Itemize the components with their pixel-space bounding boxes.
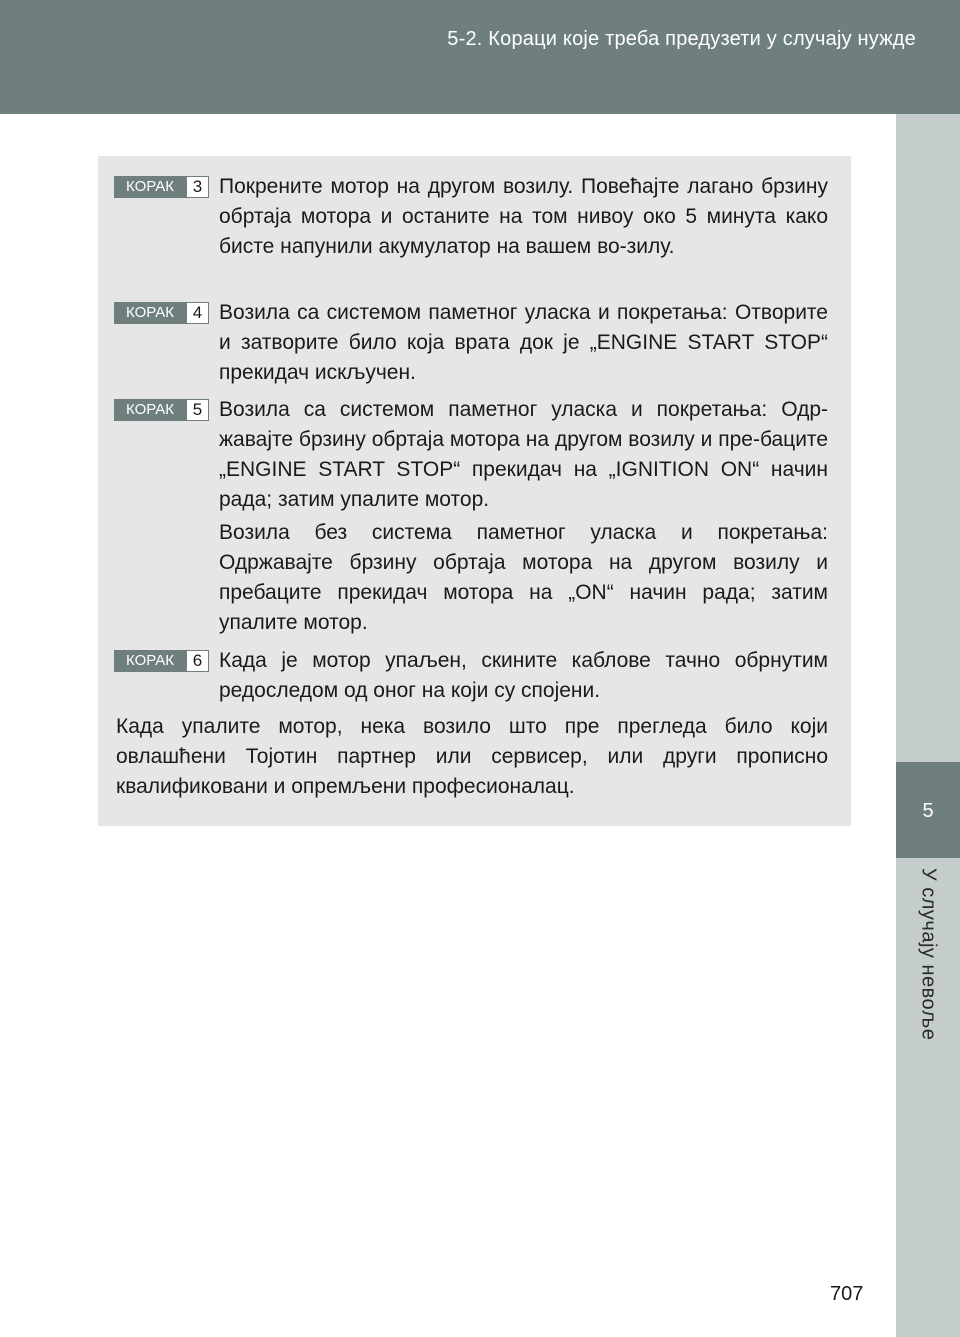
step-badge-3 [114, 176, 209, 198]
step-badge-5 [114, 399, 209, 421]
step-5-extra-text: Возила без система паметног уласка и покретања: Одржавајте брзину обртаја мотора на другом возилу и пребаците прекидач мотора на „ON“ начин рада; затим упалите мотор. [219, 521, 828, 634]
step-label: КОРАК [114, 176, 186, 198]
chapter-label-text: У случају невоље [917, 868, 940, 1041]
page-number: 707 [830, 1283, 864, 1305]
page-header [0, 0, 960, 114]
step-number: 6 [186, 650, 209, 672]
step-badge-6 [114, 650, 209, 672]
content-panel [98, 156, 851, 826]
step-3-text: Покрените мотор на другом возилу. Повећајте лагано брзину обртаја мотора и останите на том нивоу око 5 минута како бисте напунили акумулатор на вашем во-зилу. [219, 175, 828, 258]
step-6-text: Када је мотор упаљен, скините каблове тачно обрнутим редоследом од оног на који су спојени. [219, 649, 828, 702]
step-number: 5 [186, 399, 209, 421]
chapter-label [896, 868, 960, 1068]
chapter-number: 5 [922, 800, 934, 822]
step-5-text: Возила са системом паметног уласка и покретања: Одр-жавајте брзину обртаја мотора на другом возилу и пре-баците „ENGINE START STOP“ прекидач на „IGNITION ON“ начин рада; затим упалите мотор. [219, 398, 828, 511]
step-number: 3 [186, 176, 209, 198]
chapter-side-tab [896, 114, 960, 1337]
step-label: КОРАК [114, 650, 186, 672]
step-number: 4 [186, 302, 209, 324]
step-badge-4 [114, 302, 209, 324]
step-4-text: Возила са системом паметног уласка и покретања: Отворите и затворите било која врата док је „ENGINE START STOP“ прекидач искључен. [219, 301, 828, 384]
step-label: КОРАК [114, 399, 186, 421]
section-title: 5-2. Кораци које треба предузети у случају нужде [447, 28, 916, 50]
closing-note: Када упалите мотор, нека возило што пре прегледа било који овлашћени Тојотин партнер или сервисер, или други прописно квалификовани и опремљени професионалац. [116, 715, 828, 798]
step-label: КОРАК [114, 302, 186, 324]
chapter-number-box [896, 762, 960, 858]
